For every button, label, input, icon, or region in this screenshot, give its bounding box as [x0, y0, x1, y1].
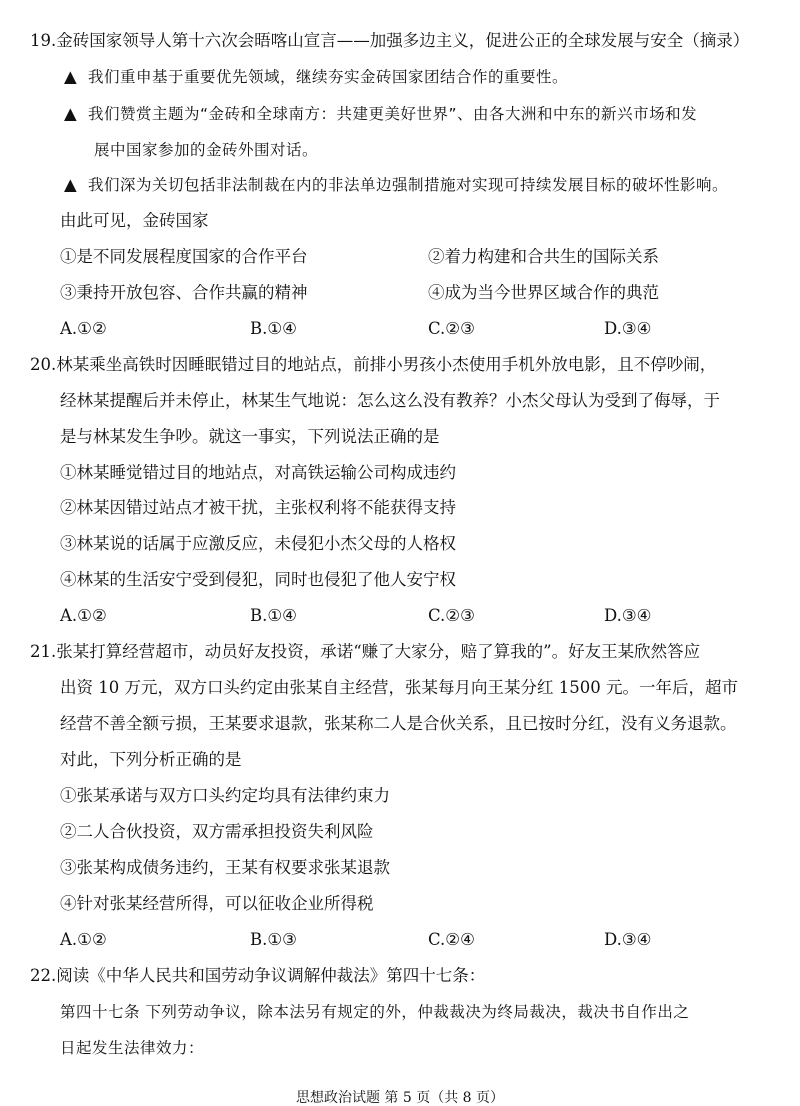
q21-choice-d: D.③④: [604, 930, 652, 949]
q21-choice-a: A.①②: [60, 930, 107, 949]
q19-bullet-2-cont: 展中国家参加的金砖外围对话。: [94, 141, 319, 159]
q19-stem: 19.金砖国家领导人第十六次会晤喀山宣言——加强多边主义，促进公正的全球发展与安全（摘录）: [30, 31, 750, 50]
q19-item-3: ③秉持开放包容、合作共赢的精神: [60, 283, 308, 302]
q21-stem-line-2: 出资 10 万元，双方口头约定由张某自主经营，张某每月向王某分红 1500 元。一年后，超市: [60, 678, 738, 697]
q20-item-3: ③林某说的话属于应激反应，未侵犯小杰父母的人格权: [60, 534, 456, 553]
page-footer: 思想政治试题 第 5 页（共 8 页）: [295, 1090, 505, 1106]
q21-item-1: ①张某承诺与双方口头约定均具有法律约束力: [60, 786, 390, 805]
q20-choice-b: B.①④: [250, 606, 297, 625]
bullet-text: 我们重申基于重要优先领域，继续夯实金砖国家团结合作的重要性。: [88, 68, 569, 86]
q22-quote-line-2: 日起发生法律效力：: [60, 1039, 205, 1057]
q19-bullet-3: [64, 174, 764, 196]
q21-stem-line-1: 21.张某打算经营超市，动员好友投资，承诺“赚了大家分，赔了算我的”。好友王某欣然答应: [30, 642, 701, 661]
q19-choice-b: B.①④: [250, 319, 297, 338]
q19-item-4: ④成为当今世界区域合作的典范: [428, 283, 659, 302]
q22-stem: 22.阅读《中华人民共和国劳动争议调解仲裁法》第四十七条：: [30, 966, 486, 985]
triangle-icon: ▲: [64, 104, 77, 123]
bullet-text: 我们深为关切包括非法制裁在内的非法单边强制措施对实现可持续发展目标的破坏性影响。: [88, 176, 729, 194]
q20-choice-d: D.③④: [604, 606, 652, 625]
q20-item-1: ①林某睡觉错过目的地站点，对高铁运输公司构成违约: [60, 463, 456, 482]
q20-stem-line-1: 20.林某乘坐高铁时因睡眠错过目的地站点，前排小男孩小杰使用手机外放电影，且不停吵闹，: [30, 355, 717, 374]
triangle-icon: ▲: [64, 67, 77, 86]
q21-stem-line-4: 对此，下列分析正确的是: [60, 750, 242, 769]
bullet-text: 我们赞赏主题为“金砖和全球南方：共建更美好世界”、由各大洲和中东的新兴市场和发: [88, 105, 698, 123]
q21-item-2: ②二人合伙投资，双方需承担投资失利风险: [60, 822, 374, 841]
q20-item-2: ②林某因错过站点才被干扰，主张权利将不能获得支持: [60, 498, 456, 517]
q21-stem-line-3: 经营不善全额亏损，王某要求退款，张某称二人是合伙关系，且已按时分红，没有义务退款。: [60, 714, 737, 733]
q19-choice-a: A.①②: [60, 319, 107, 338]
q21-choice-c: C.②④: [428, 930, 475, 949]
q22-quote-line-1: 第四十七条 下列劳动争议，除本法另有规定的外，仲裁裁决为终局裁决，裁决书自作出之: [60, 1003, 690, 1021]
q19-item-1: ①是不同发展程度国家的合作平台: [60, 247, 308, 266]
q20-stem-line-3: 是与林某发生争吵。就这一事实，下列说法正确的是: [60, 427, 440, 446]
q20-choice-a: A.①②: [60, 606, 107, 625]
q19-item-2: ②着力构建和合共生的国际关系: [428, 247, 659, 266]
q19-bullet-1: [64, 66, 764, 88]
q19-bullet-2: [64, 103, 764, 125]
q19-choice-c: C.②③: [428, 319, 475, 338]
q20-choice-c: C.②③: [428, 606, 475, 625]
q21-item-4: ④针对张某经营所得，可以征收企业所得税: [60, 894, 374, 913]
triangle-icon: ▲: [64, 175, 77, 194]
q20-item-4: ④林某的生活安宁受到侵犯，同时也侵犯了他人安宁权: [60, 570, 456, 589]
q19-lead: 由此可见，金砖国家: [60, 211, 209, 230]
q19-choice-d: D.③④: [604, 319, 652, 338]
q21-item-3: ③张某构成债务违约，王某有权要求张某退款: [60, 858, 390, 877]
q20-stem-line-2: 经林某提醒后并未停止，林某生气地说：怎么这么没有教养？小杰父母认为受到了侮辱，于: [60, 391, 720, 410]
q21-choice-b: B.①③: [250, 930, 297, 949]
